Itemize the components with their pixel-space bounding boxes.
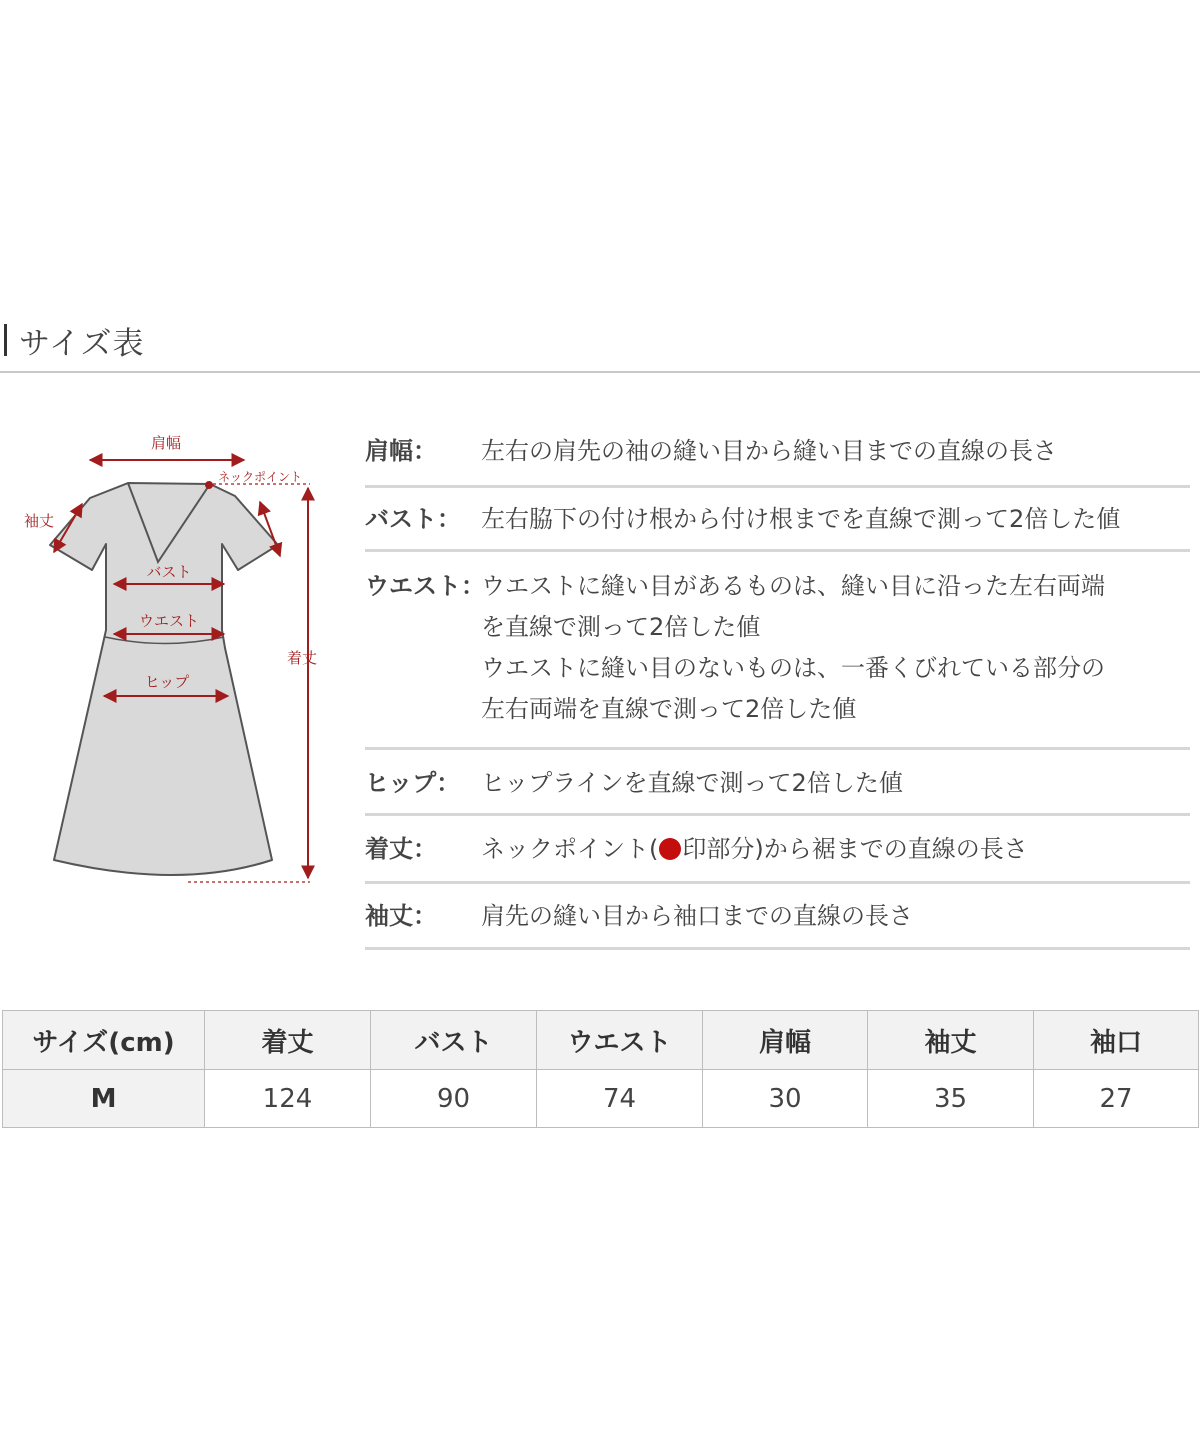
desc-label: ヒップ： (365, 769, 461, 797)
dress-diagram-svg (10, 420, 350, 900)
table-header-cell: 肩幅 (703, 1011, 868, 1070)
size-table (2, 1010, 1199, 1128)
desc-line (481, 829, 1190, 870)
table-cell: 27 (1034, 1070, 1199, 1128)
desc-label: 袖丈： (365, 902, 437, 930)
neck-point-dot (205, 481, 213, 489)
desc-row-sleeve (365, 884, 1190, 950)
table-header-cell: バスト (371, 1011, 537, 1070)
desc-text (481, 566, 1190, 730)
section-header (0, 318, 145, 362)
shoulder-label: 肩幅 (150, 434, 182, 452)
desc-row-shoulder (365, 420, 1190, 488)
desc-row-hip (365, 750, 1190, 816)
table-header-cell: サイズ(cm) (3, 1011, 205, 1070)
waist-label: ウエスト (138, 612, 200, 630)
section-title: サイズ表 (19, 325, 145, 362)
desc-label: バスト： (365, 505, 461, 533)
neck-point-marker-icon (659, 838, 681, 860)
desc-row-bust (365, 488, 1190, 552)
measurement-descriptions (365, 420, 1190, 950)
table-header-cell: 着丈 (205, 1011, 371, 1070)
table-header-cell: 袖口 (1034, 1011, 1199, 1070)
table-cell-size: M (3, 1070, 205, 1128)
sleeve-label: 袖丈 (24, 512, 55, 530)
desc-label: 着丈： (365, 835, 437, 863)
desc-text (481, 829, 1190, 870)
table-cell: 124 (205, 1070, 371, 1128)
desc-label: 肩幅： (365, 437, 437, 465)
measurement-diagram (10, 420, 350, 900)
desc-line: ウエストに縫い目があるものは、縫い目に沿った左右両端 (481, 572, 1105, 600)
desc-line: 左右両端を直線で測って2倍した値 (481, 695, 857, 723)
neck-point-label: ネックポイント (218, 470, 303, 484)
title-accent-bar (4, 324, 7, 356)
title-divider (0, 371, 1200, 373)
desc-line: ヒップラインを直線で測って2倍した値 (481, 769, 903, 797)
desc-label: ウエスト： (365, 572, 485, 600)
hip-label: ヒップ (144, 673, 190, 691)
desc-line: 肩先の縫い目から袖口までの直線の長さ (481, 902, 913, 930)
table-row (3, 1070, 1199, 1128)
desc-row-length (365, 816, 1190, 884)
desc-line: 左右脇下の付け根から付け根までを直線で測って2倍した値 (481, 505, 1121, 533)
desc-line: を直線で測って2倍した値 (481, 613, 761, 641)
desc-line: 左右の肩先の袖の縫い目から縫い目までの直線の長さ (481, 437, 1057, 465)
table-header-cell: 袖丈 (868, 1011, 1034, 1070)
desc-text-before-dot: ネックポイント( (481, 835, 659, 863)
table-header-cell: ウエスト (537, 1011, 703, 1070)
table-cell: 74 (537, 1070, 703, 1128)
length-label: 着丈 (287, 649, 318, 667)
desc-text-after-dot: 印部分)から裾までの直線の長さ (682, 835, 1028, 863)
bust-label: バスト (146, 563, 192, 581)
desc-text (481, 896, 1190, 937)
desc-text (481, 431, 1190, 472)
desc-text (481, 499, 1190, 540)
table-cell: 35 (868, 1070, 1034, 1128)
table-cell: 30 (703, 1070, 868, 1128)
desc-row-waist (365, 552, 1190, 750)
table-cell: 90 (371, 1070, 537, 1128)
desc-text (481, 763, 1190, 804)
table-header-row (3, 1011, 1199, 1070)
desc-line: ウエストに縫い目のないものは、一番くびれている部分の (481, 654, 1105, 682)
